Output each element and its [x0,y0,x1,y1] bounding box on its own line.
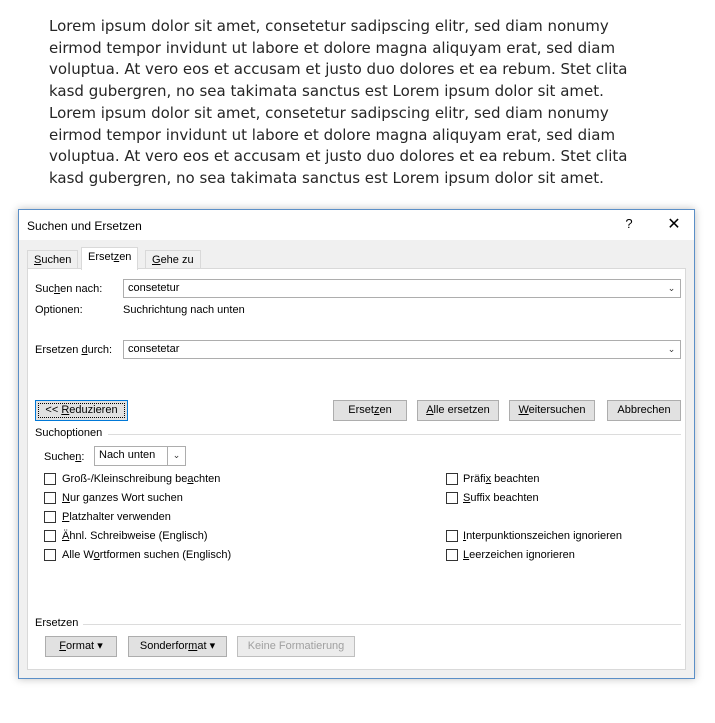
no-formatting-button[interactable]: Keine Formatierung [237,636,355,657]
chevron-down-icon[interactable]: ⌄ [662,341,680,358]
match-suffix-label: Suffix beachten [463,492,539,504]
find-replace-dialog [18,209,695,679]
ignore-punctuation-checkbox[interactable] [446,530,458,542]
special-format-button[interactable]: Sonderformat ▾ [128,636,227,657]
format-button[interactable]: Format ▾ [45,636,117,657]
replace-input[interactable]: consetetar ⌄ [123,340,681,359]
help-button[interactable]: ? [625,216,633,231]
chevron-down-icon[interactable]: ⌄ [167,447,185,465]
sounds-like-checkbox[interactable] [44,530,56,542]
dialog-titlebar [19,210,694,240]
find-next-button[interactable]: Weitersuchen [509,400,595,421]
options-value: Suchrichtung nach unten [123,304,245,316]
dialog-title: Suchen und Ersetzen [27,219,142,233]
match-suffix-checkbox[interactable] [446,492,458,504]
replace-section-heading: Ersetzen [35,617,79,629]
tab-search[interactable]: Suchen [27,250,78,270]
search-options-heading: Suchoptionen [35,427,103,439]
replace-button[interactable]: Ersetzen [333,400,407,421]
all-word-forms-checkbox[interactable] [44,549,56,561]
find-input[interactable]: consetetur ⌄ [123,279,681,298]
dropdown-arrow-icon: ▾ [97,640,103,652]
find-label: Suchen nach: [35,283,103,295]
divider [83,624,681,625]
match-prefix-label: Präfix beachten [463,473,540,485]
document-paragraph: Lorem ipsum dolor sit amet, consetetur sadipscing elitr, sed diam nonumy eirmod tempor invidunt ut labore et dolore magna aliquyam erat, sed diam voluptua. At vero eos et accusam et justo duo dolores et ea rebum. Stet clita kasd gubergren, no sea takimata sanctus est Lorem ipsum dolor sit amet. Lorem ipsum dolor sit amet, consetetur sadipscing elitr, sed diam nonumy eirmod tempor invidunt ut labore et dolore magna aliquyam erat, sed diam voluptua. At vero eos et accusam et justo duo dolores et ea rebum. Stet clita kasd gubergren, no sea takimata sanctus est Lorem ipsum dolor sit amet. [49,17,628,187]
whole-word-label: Nur ganzes Wort suchen [62,492,183,504]
cancel-button[interactable]: Abbrechen [607,400,681,421]
ignore-whitespace-checkbox[interactable] [446,549,458,561]
search-direction-select[interactable]: Nach unten ⌄ [94,446,186,466]
ignore-whitespace-label: Leerzeichen ignorieren [463,549,575,561]
search-direction-label: Suchen: [44,451,85,463]
match-case-label: Groß-/Kleinschreibung beachten [62,473,221,485]
match-case-checkbox[interactable] [44,473,56,485]
chevron-down-icon[interactable]: ⌄ [662,280,680,297]
reduce-button[interactable]: << Reduzieren [35,400,128,421]
replace-all-button[interactable]: Alle ersetzen [417,400,499,421]
wildcards-checkbox[interactable] [44,511,56,523]
close-icon[interactable]: ✕ [667,216,681,233]
ignore-punctuation-label: Interpunktionszeichen ignorieren [463,530,622,542]
options-label: Optionen: [35,304,83,316]
wildcards-label: Platzhalter verwenden [62,511,171,523]
whole-word-checkbox[interactable] [44,492,56,504]
sounds-like-label: Ähnl. Schreibweise (Englisch) [62,530,208,542]
tab-panel-replace [27,268,686,670]
tab-goto[interactable]: Gehe zu [145,250,201,270]
match-prefix-checkbox[interactable] [446,473,458,485]
dropdown-arrow-icon: ▾ [209,640,216,652]
divider [108,434,681,435]
tab-replace[interactable]: Ersetzen [81,247,138,270]
all-word-forms-label: Alle Wortformen suchen (Englisch) [62,549,232,561]
replace-label: Ersetzen durch: [35,344,113,356]
